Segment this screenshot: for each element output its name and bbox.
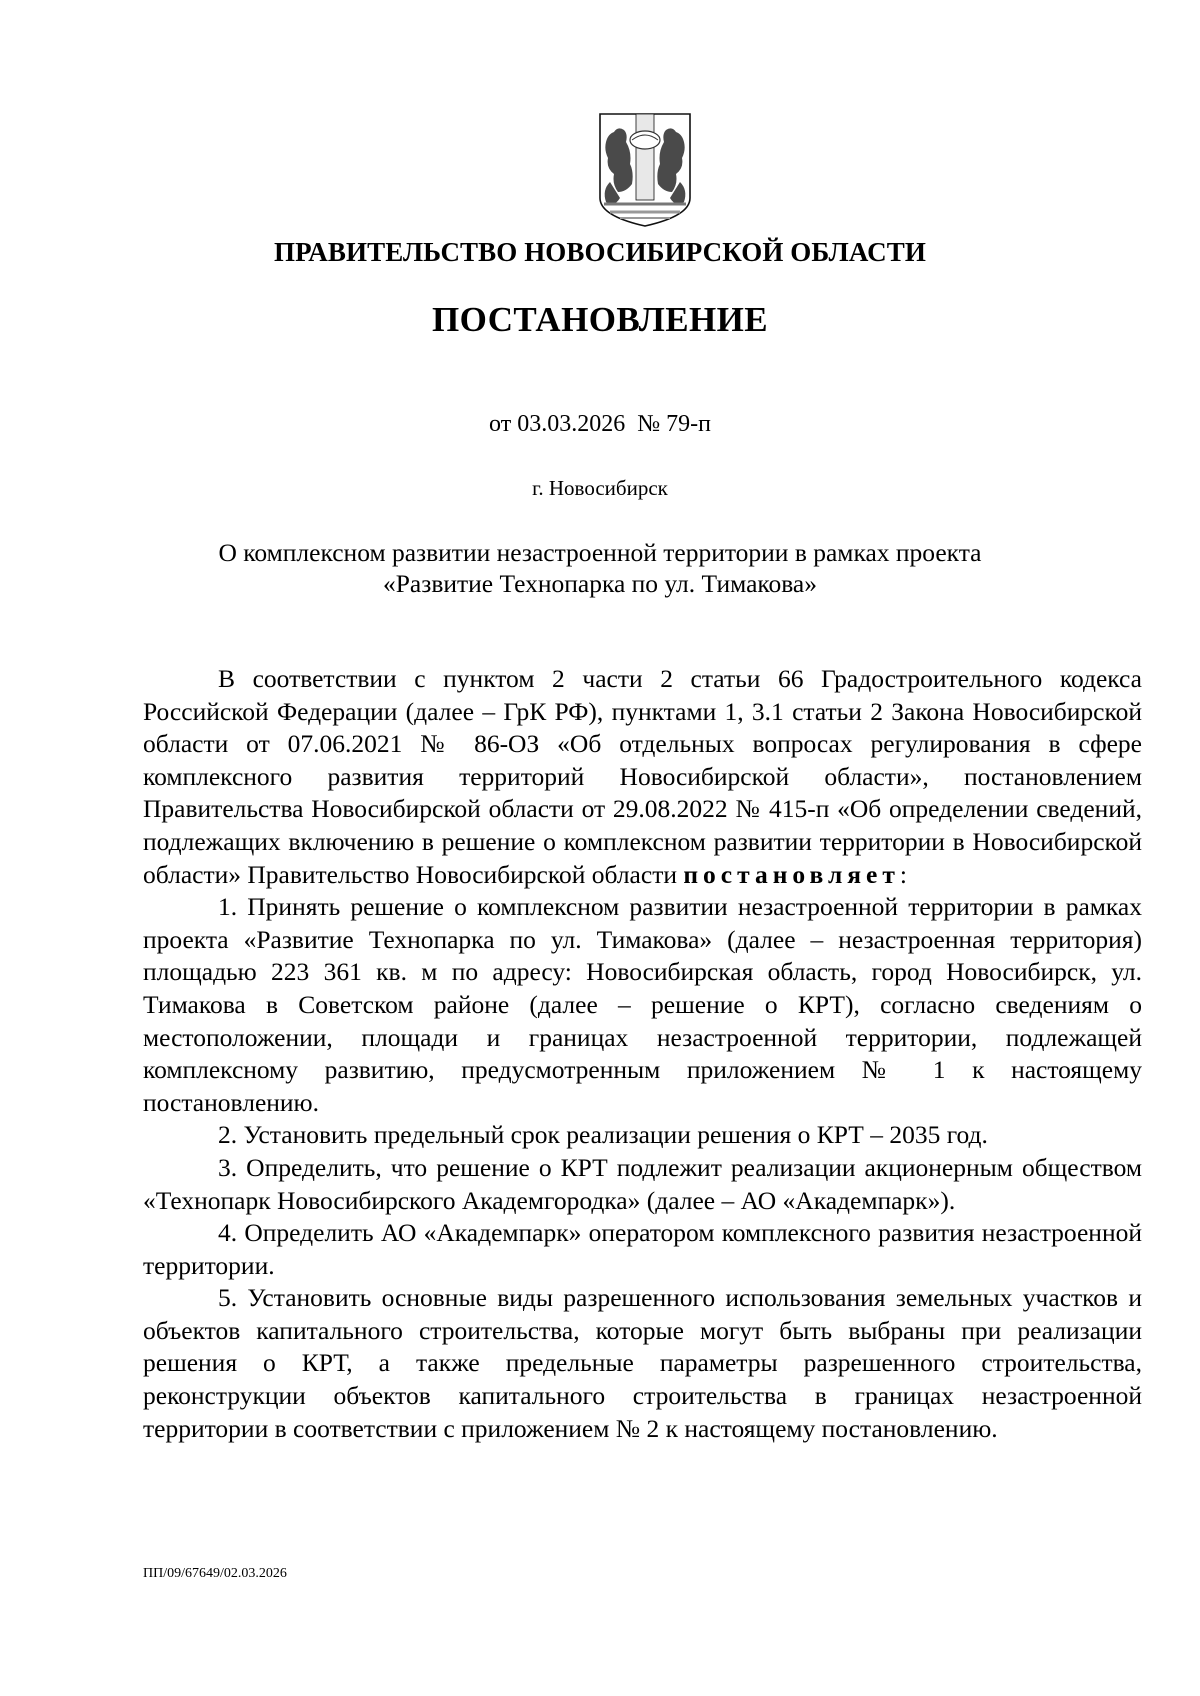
subject-line: О комплексном развитии незастроенной территории в рамках проекта (218, 538, 982, 567)
clause-2: 2. Установить предельный срок реализации решения о КРТ – 2035 год. (218, 1120, 988, 1150)
preamble-text: В соответствии с пунктом 2 части 2 статьи 66 Градостроительного кодекса Российской Федерации (далее – ГрК РФ), пунктами 1, 3.1 статьи 2 Закона Новосибирской области от 07.06.2021 № 86-ОЗ «Об отдельных вопросах регулирования в сфере комплексного развития территорий Новосибирской области», постановлением Правительства Новосибирской области от 29.08.2022 № 415-п «Об определении сведений, подлежащих включению в решение о комплексном развитии территории в Новосибирской области» Правительство Новосибирской области (143, 664, 1142, 889)
footer-code: ПП/09/67649/02.03.2026 (143, 1566, 287, 1581)
document-date: от 03.03.2026 (489, 411, 626, 437)
city: г. Новосибирск (532, 476, 668, 500)
document-number: № 79-п (637, 411, 711, 437)
preamble-paragraph (143, 663, 1142, 891)
government-name: ПРАВИТЕЛЬСТВО НОВОСИБИРСКОЙ ОБЛАСТИ (274, 237, 926, 267)
document-body (143, 663, 1142, 1445)
clause-1: 1. Принять решение о комплексном развитии незастроенной территории в рамках проекта «Развитие Технопарка по ул. Тимакова» (далее – незастроенная территория) площадью 223 361 кв. м по адресу: Новосибирская область, город Новосибирск, ул. Тимакова в Советском районе (далее – решение о КРТ), согласно сведениям о местоположении, площади и границах незастроенной территории, подлежащей комплексному развитию, предусмотренным приложением № 1 к настоящему постановлению. (143, 892, 1142, 1117)
coat-of-arms-icon (596, 112, 694, 228)
document-type: ПОСТАНОВЛЕНИЕ (432, 300, 768, 339)
decides-word: постановляет (683, 859, 900, 889)
clause-4: 4. Определить АО «Академпарк» оператором комплексного развития незастроенной территории. (143, 1218, 1142, 1280)
clause-5: 5. Установить основные виды разрешенного использования земельных участков и объектов капитального строительства, которые могут быть выбраны при реализации решения о КРТ, а также предельные параметры разрешенного строительства, реконструкции объектов капитального строительства в границах незастроенной территории в соответствии с приложением № 2 к настоящему постановлению. (143, 1283, 1142, 1443)
clause-3: 3. Определить, что решение о КРТ подлежит реализации акционерным обществом «Технопарк Новосибирского Академгородка» (далее – АО «Академпарк»). (143, 1152, 1142, 1215)
document-subject (0, 537, 1200, 599)
preamble-colon: : (899, 859, 907, 889)
date-number-line (0, 411, 1200, 438)
subject-line: «Развитие Технопарка по ул. Тимакова» (383, 569, 817, 598)
